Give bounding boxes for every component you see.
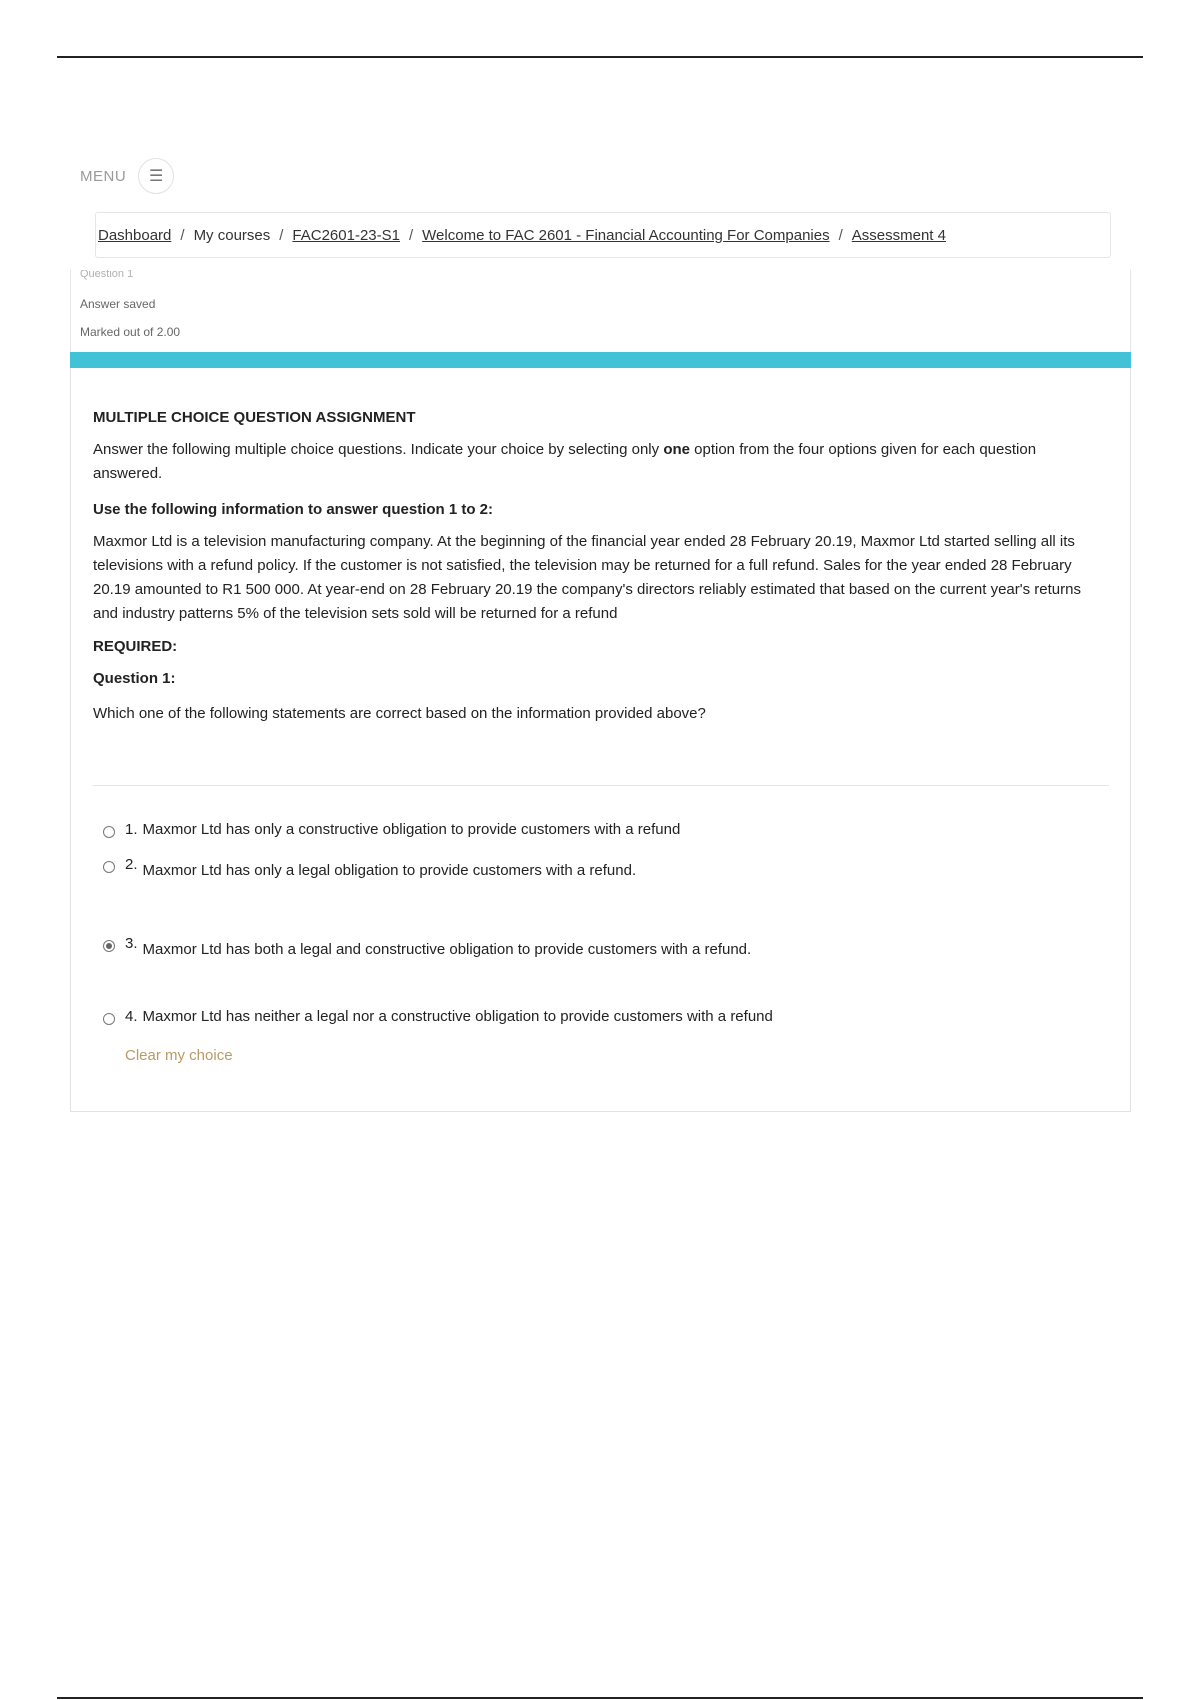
page-top-rule [57,56,1143,58]
breadcrumb-dashboard[interactable]: Dashboard [98,226,172,244]
radio-button[interactable] [103,826,115,838]
answer-option-3[interactable] [103,935,752,958]
radio-button[interactable] [103,1013,115,1025]
scenario-text: Maxmor Ltd is a television manufacturing company. At the beginning of the financial year ended 28 February 20.19, Maxmor Ltd started selling all its televisions with a refund policy. If the customer is not satisfied, the television may be returned for a full refund. Sales for the year ended 28 February 20.19 amounted to R1 500 000. At year-end on 28 February 20.19 the company's directors reliably estimated that based on the current year's returns and industry patterns 5% of the television sets sold will be returned for a refund [93,533,1081,622]
radio-button[interactable] [103,861,115,873]
breadcrumb [95,212,1111,258]
required-label: REQUIRED: [93,638,178,655]
question-prompt: Which one of the following statements are correct based on the information provided above? [93,705,706,722]
assignment-heading: MULTIPLE CHOICE QUESTION ASSIGNMENT [93,409,416,426]
breadcrumb-course-welcome[interactable]: Welcome to FAC 2601 - Financial Accounting For Companies [422,226,830,244]
option-number: 4. [125,1008,138,1025]
instructions-emphasis: one [663,441,690,458]
option-number: 3. [125,935,138,952]
breadcrumb-separator: / [180,226,185,244]
question-title: Question 1: [93,670,176,687]
option-text: Maxmor Ltd has only a constructive obligation to provide customers with a refund [142,821,681,838]
option-number: 2. [125,856,138,873]
info-heading: Use the following information to answer question 1 to 2: [93,501,494,518]
option-text: Maxmor Ltd has both a legal and constructive obligation to provide customers with a refund. [142,941,752,958]
question-number-label: Question 1 [80,270,134,280]
clear-choice-link[interactable]: Clear my choice [125,1047,233,1064]
breadcrumb-separator: / [279,226,284,244]
question-content-box [70,368,1131,1112]
hamburger-icon[interactable]: ☰ [138,158,174,194]
question-accent-bar [70,352,1131,368]
options-divider [93,785,1109,786]
menu-toggle[interactable] [80,158,174,194]
breadcrumb-separator: / [409,226,414,244]
option-number: 1. [125,821,138,838]
radio-button-selected[interactable] [103,940,115,952]
breadcrumb-separator: / [838,226,843,244]
breadcrumb-course-code[interactable]: FAC2601-23-S1 [292,226,400,244]
breadcrumb-my-courses: My courses [193,226,271,244]
instructions-pre: Answer the following multiple choice questions. Indicate your choice by selecting only [93,441,664,458]
option-text: Maxmor Ltd has neither a legal nor a constructive obligation to provide customers with a refund [142,1008,773,1025]
answer-status: Answer saved [80,297,156,311]
breadcrumb-assessment[interactable]: Assessment 4 [851,226,946,244]
page-bottom-rule [57,1697,1143,1699]
answer-option-1[interactable] [103,821,680,838]
question-marks: Marked out of 2.00 [80,325,181,339]
answer-option-4[interactable] [103,1008,773,1025]
answer-option-2[interactable] [103,856,637,879]
menu-label: MENU [80,167,127,185]
question-info-panel [70,270,1131,352]
instructions-text [93,438,1093,486]
instructions-post: option from the four options given for each question answered. [93,441,1037,482]
option-text: Maxmor Ltd has only a legal obligation to provide customers with a refund. [142,862,637,879]
